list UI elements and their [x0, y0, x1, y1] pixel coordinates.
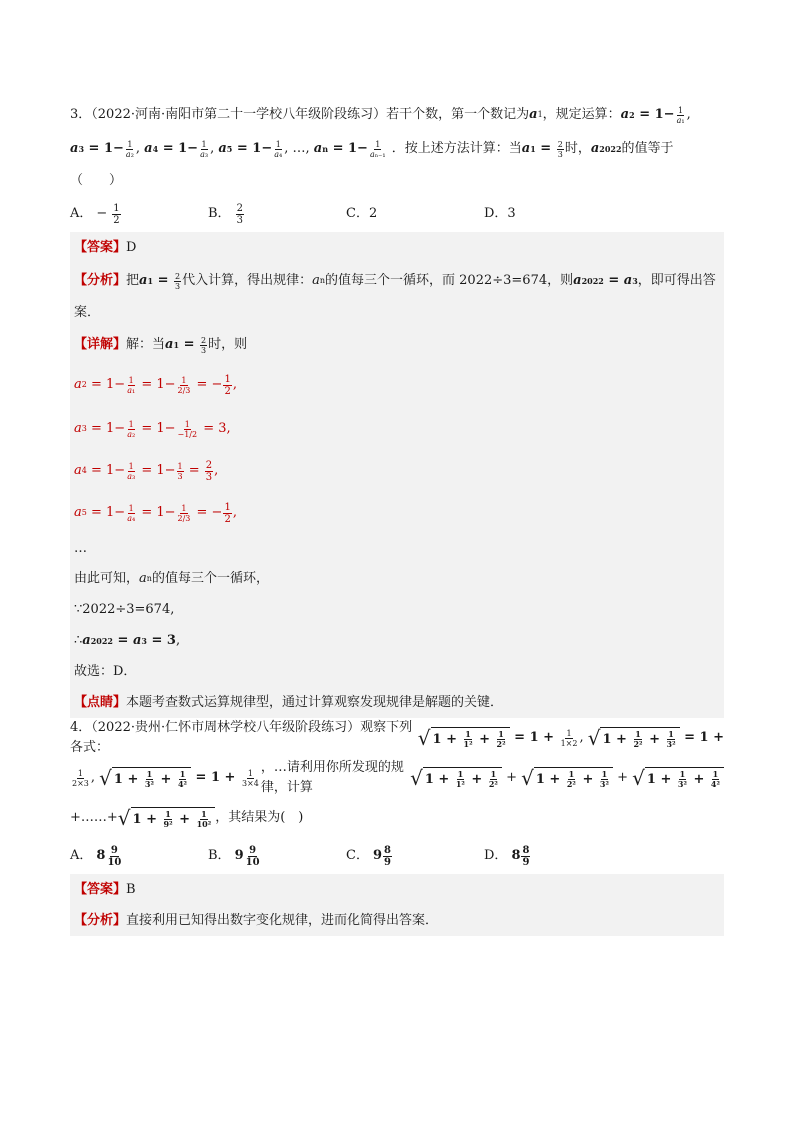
document-page — [70, 98, 724, 936]
question-4: 4．（2022·贵州·仁怀市周林学校八年级阶段练习）观察下列各式： √ 1 + $\frac{1}{\text{1²}}$ + $\frac{1}{\text{2²}}$ = 1 + $\frac{1}{1\times 2}$ , √ 1 + $\frac{1}{\text{2²}}$ + $\frac{1}{\text{3²}}$ = 1 + $\frac{1}{2\times 3}$ , √ 1 + $\frac{1}{\text{3²}}$ + $\frac{1}{\text{4²}}$ = 1 + $\frac{1}{3\times 4}$ ，…请利用你所发现的规律，计算 √ 1 + $\frac{1}{\text{1²}}$ + $\frac{1}{\text{2²}}$ + √ 1 + $\frac{1}{\text{2²}}$ + $\frac{1}{\text{3²}}$ + √ 1 + $\frac{1}{\text{3²}}$ + $\frac{1}{\text{4²}}$ +……+ √ 1 + $\frac{1}{\text{9²}}$ + $\frac{1}{\text{10²}}$ ，其结果为( ) A． 8 $\frac{9}{10}$ B． 9 $\frac{9}{10}$ C． 9 $\frac{8}{9}$ D． 8 $\frac{8}{9}$ 【答案】 B 【分析】 直接利用已知得出数字变化规律，进而化简得出答案． — [70, 718, 724, 936]
q4-solution — [70, 874, 724, 936]
q3-conclude: 由此可知， a n 的值每三个一循环， — [74, 570, 269, 586]
q3-detail-a4: a 4 = 1− $\frac{1}{\text{a₃}}$ = 1− $\frac{1}{3}$ = $\frac{2}{3}$ , — [74, 459, 219, 483]
q3-choose: 故选：D． — [74, 663, 137, 679]
q3-answer: 【答案】 D — [74, 239, 137, 255]
q3-options — [70, 196, 724, 232]
q4-plus-dots: +……+ — [70, 810, 118, 825]
q3-paren: （ ） — [70, 173, 123, 188]
q3-solution — [70, 232, 724, 327]
q3-analysis-cont: 案． — [74, 305, 101, 320]
q4-answer: 【答案】 B — [74, 881, 136, 897]
q3-option-b: B． $\frac{2}{3}$ — [208, 202, 243, 226]
q3-ellipsis: … — [74, 541, 87, 556]
q4-option-c: C． 9 $\frac{8}{9}$ — [346, 844, 391, 868]
q3-because: ∵2022÷3=674, — [74, 601, 175, 617]
q3-option-d: D．3 — [484, 206, 516, 221]
q3-option-a: A． − $\frac{1}{2}$ — [70, 202, 120, 226]
q3-detail — [70, 327, 724, 718]
q3-therefore: ∴ a 2022 = a 3 = 3 , — [74, 632, 181, 648]
q3-detail-a3: a 3 = 1− $\frac{1}{\text{a₂}}$ = 1− $\frac{1}{-1/2}$ = 3, — [74, 419, 231, 439]
question-3: 3．（2022·河南·南阳市第二十一学校八年级阶段练习）若干个数，第一个数记为 a 1 ，规定运算： a 2 = 1− $\frac{1}{\text{a₁}}$ , a 3 = 1− $\frac{1}{\text{a₂}}$ , a 4 = 1− $\frac{1}{\text{a₃}}$ , a 5 = 1− $\frac{1}{\text{a₄}}$ , …, a n = 1− $\frac{1}{\text{aₙ₋₁}}$ ．按上述方法计算：当 a 1 = $\frac{2}{3}$ 时， a 2022 的值等于 （ ） A． − $\frac{1}{2}$ B． $\frac{2}{3}$ C．2 D．3 【答案】 D 【分析】 把 a 1 = $\frac{2}{3}$ 代入计算，得出规律： a n 的值每三个一循环，而 2022÷3=674，则 a 2022 = a 3 ，即可得出答 案． 【详解】 解：当 a 1 = $\frac{2}{3}$ 时，则 a 2 = 1− $\frac{1}{\text{a₁}}$ = 1− $\frac{1}{2/3}$ = − $\frac{1}{2}$ , a 3 = 1− $\frac{1}{\text{a₂}}$ = 1− $\frac{1}{-1/2}$ = 3, a 4 = 1− $\frac{1}{\text{a₃}}$ = 1− $\frac{1}{3}$ = $\frac{2}{3}$ , a 5 = 1− $\frac{1}{\text{a₄}}$ = 1− $\frac{1}{2/3}$ = − $\frac{1}{2}$ , … 由此可知， a n 的值每三个一循环， ∵2022÷3=674, ∴ a 2022 = a 3 = 3 , 故选：D． 【点睛】 本题考查数式运算规律型，通过计算观察发现规律是解题的关键． — [70, 98, 724, 718]
q4-tail: ，其结果为( ) — [215, 810, 304, 825]
q4-option-b: B． 9 $\frac{9}{10}$ — [208, 844, 260, 868]
q4-options — [70, 838, 724, 874]
q4-option-a: A． 8 $\frac{9}{10}$ — [70, 844, 122, 868]
q3-line2-tail: ．按上述方法计算：当 — [391, 141, 522, 156]
q4-head: 4．（2022·贵州·仁怀市周林学校八年级阶段练习）观察下列各式： — [70, 720, 413, 755]
q3-head2: ，规定运算： — [542, 107, 621, 122]
q3-detail-a5: a 5 = 1− $\frac{1}{\text{a₄}}$ = 1− $\frac{1}{2/3}$ = − $\frac{1}{2}$ , — [74, 501, 237, 525]
q4-option-d: D． 8 $\frac{8}{9}$ — [484, 844, 530, 868]
q4-mid: ，…请利用你所发现的规律，计算 — [260, 760, 404, 795]
q3-detail-intro: 【详解】 解：当 a 1 = $\frac{2}{3}$ 时，则 — [74, 335, 248, 355]
q3-analysis: 【分析】 把 a 1 = $\frac{2}{3}$ 代入计算，得出规律： a n 的值每三个一循环，而 2022÷3=674，则 a 2022 = a 3 ，即可得出答 — [74, 271, 716, 291]
q3-head: 3．（2022·河南·南阳市第二十一学校八年级阶段练习）若干个数，第一个数记为 — [70, 107, 530, 122]
q3-line2-tail3: 的值等于 — [621, 141, 674, 156]
q3-comment: 【点睛】 本题考查数式运算规律型，通过计算观察发现规律是解题的关键． — [74, 694, 504, 710]
q3-line2-tail2: 时， — [564, 141, 591, 156]
q3-option-c: C．2 — [346, 206, 378, 221]
q3-detail-a2: a 2 = 1− $\frac{1}{\text{a₁}}$ = 1− $\frac{1}{2/3}$ = − $\frac{1}{2}$ , — [74, 373, 237, 397]
q4-analysis: 【分析】 直接利用已知得出数字变化规律，进而化简得出答案． — [74, 912, 439, 928]
